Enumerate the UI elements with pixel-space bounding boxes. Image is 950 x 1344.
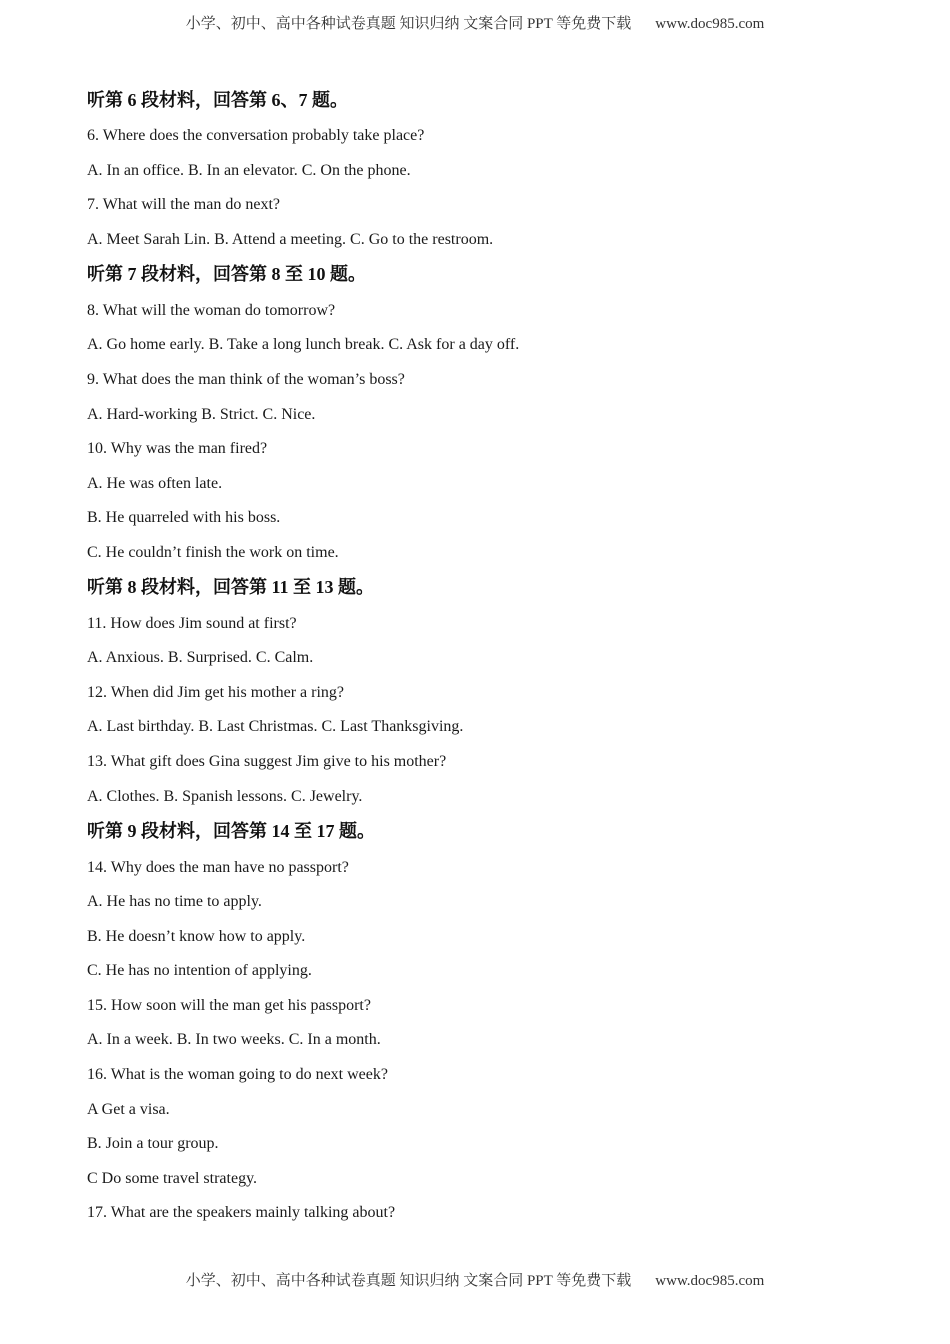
options-7: A. Meet Sarah Lin. B. Attend a meeting. C. Go to the restroom. [87,231,494,248]
question-14: 14. Why does the man have no passport? [87,859,349,876]
footer-banner-text: 小学、初中、高中各种试卷真题 知识归纳 文案合同 PPT 等免费下载 [185,1273,632,1289]
option-16-a: A Get a visa. [87,1101,170,1118]
footer-site-link[interactable]: www.doc985.com [655,1273,765,1289]
option-14-c: C. He has no intention of applying. [87,962,312,979]
question-17: 17. What are the speakers mainly talking about? [87,1204,396,1221]
option-14-b: B. He doesn’t know how to apply. [87,928,306,945]
question-13: 13. What gift does Gina suggest Jim give to his mother? [87,753,447,770]
question-10: 10. Why was the man fired? [87,440,268,457]
option-10-b: B. He quarreled with his boss. [87,509,281,526]
section-heading-7: 听第 7 段材料，回答第 8 至 10 题。 [87,264,366,284]
option-14-a: A. He has no time to apply. [87,893,262,910]
question-15: 15. How soon will the man get his passport? [87,997,371,1014]
page-footer [0,1269,950,1290]
options-6: A. In an office. B. In an elevator. C. On the phone. [87,162,411,179]
option-10-a: A. He was often late. [87,475,223,492]
question-6: 6. Where does the conversation probably take place? [87,127,425,144]
question-8: 8. What will the woman do tomorrow? [87,302,336,319]
question-16: 16. What is the woman going to do next week? [87,1066,388,1083]
question-11: 11. How does Jim sound at first? [87,615,297,632]
question-12: 12. When did Jim get his mother a ring? [87,684,344,701]
option-16-b: B. Join a tour group. [87,1135,219,1152]
options-8: A. Go home early. B. Take a long lunch break. C. Ask for a day off. [87,336,520,353]
question-7: 7. What will the man do next? [87,196,280,213]
header-site-link[interactable]: www.doc985.com [655,16,765,32]
options-12: A. Last birthday. B. Last Christmas. C. Last Thanksgiving. [87,718,464,735]
section-heading-6: 听第 6 段材料，回答第 6、7 题。 [87,90,348,110]
options-15: A. In a week. B. In two weeks. C. In a month. [87,1031,381,1048]
option-10-c: C. He couldn’t finish the work on time. [87,544,339,561]
question-9: 9. What does the man think of the woman’s boss? [87,371,405,388]
section-heading-8: 听第 8 段材料，回答第 11 至 13 题。 [87,577,375,597]
options-13: A. Clothes. B. Spanish lessons. C. Jewelry. [87,788,363,805]
header-banner-text: 小学、初中、高中各种试卷真题 知识归纳 文案合同 PPT 等免费下载 [185,16,632,32]
section-heading-9: 听第 9 段材料，回答第 14 至 17 题。 [87,821,375,841]
page-header [0,12,950,33]
options-11: A. Anxious. B. Surprised. C. Calm. [87,649,314,666]
option-16-c: C Do some travel strategy. [87,1170,258,1187]
options-9: A. Hard-working B. Strict. C. Nice. [87,406,316,423]
